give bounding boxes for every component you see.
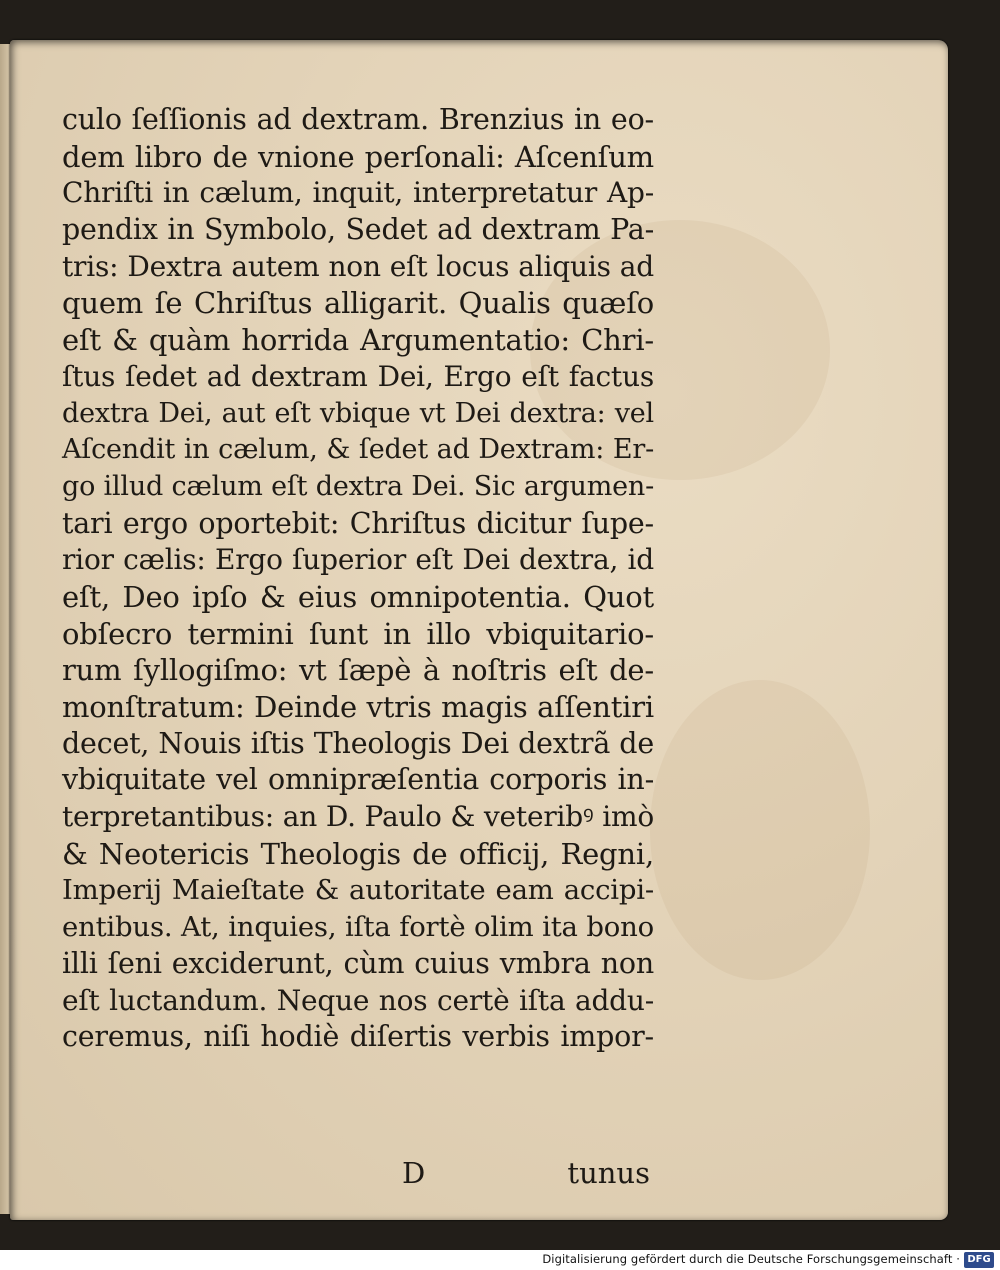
text-line: eſt luctandum. Neque nos certè iſta addu- <box>62 983 654 1017</box>
text-line: pendix in Symbolo, Sedet ad dextram Pa- <box>62 213 654 247</box>
text-line: obſecro termini ſunt in illo vbiquitario- <box>62 616 654 651</box>
text-line: ſtus ſedet ad dextram Dei, Ergo eſt factus <box>62 359 654 393</box>
book-page <box>10 40 948 1220</box>
text-line: vbiquitate vel omnipræſentia corporis in- <box>62 763 654 797</box>
text-line: illi ſeni exciderunt, cùm cuius vmbra non <box>62 946 654 980</box>
text-line: eſt, Deo ipſo & eius omnipotentia. Quot <box>62 579 654 614</box>
text-line: culo ſeſſionis ad dextram. Brenzius in eo- <box>62 103 654 136</box>
text-line: rior cælis: Ergo ſuperior eſt Dei dextra, id <box>62 543 654 577</box>
text-line: dem libro de vnione perſonali: Aſcenſum <box>62 139 654 174</box>
catchline <box>62 1156 654 1196</box>
text-line: eſt & quàm horrida Argumentatio: Chri- <box>62 323 654 358</box>
footer-bar <box>0 1250 1000 1270</box>
text-line: dextra Dei, aut eſt vbique vt Dei dextra: vel <box>62 397 654 429</box>
text-line: ceremus, niſi hodiè diſertis verbis impor- <box>62 1020 654 1054</box>
text-line: go illud cælum eſt dextra Dei. Sic argumen- <box>62 470 654 502</box>
text-line: & Neotericis Theologis de officij, Regni, <box>62 836 654 871</box>
text-line: terpretantibus: an D. Paulo & veteribꝰ imò <box>62 800 654 834</box>
text-line: tris: Dextra autem non eſt locus aliquis ad <box>62 249 654 283</box>
catchword: tunus <box>567 1156 650 1190</box>
text-line: Aſcendit in cælum, & ſedet ad Dextram: Er- <box>62 434 654 466</box>
text-line: entibus. At, inquies, iſta fortè olim ita bono <box>62 911 654 944</box>
text-line: monſtratum: Deinde vtris magis aſſentiri <box>62 690 654 724</box>
text-line: rum ſyllogiſmo: vt ſæpè à noſtris eſt de- <box>62 653 654 688</box>
text-line: tari ergo oportebit: Chriſtus dicitur ſupe- <box>62 506 654 540</box>
text-line: quem ſe Chriſtus alligarit. Qualis quæſo <box>62 286 654 321</box>
funding-credit: Digitalisierung gefördert durch die Deutsche Forschungsgemeinschaft · <box>542 1252 960 1266</box>
signature-mark: D <box>402 1156 426 1190</box>
text-line: Chriſti in cælum, inquit, interpretatur Ap- <box>62 176 654 210</box>
text-line: Imperij Maieſtate & autoritate eam accipi- <box>62 874 654 907</box>
page-text-block <box>62 102 654 1056</box>
paper-stain <box>650 680 870 980</box>
dfg-logo-icon: DFG <box>964 1252 994 1268</box>
text-line: decet, Nouis iſtis Theologis Dei dextrã de <box>62 726 654 760</box>
